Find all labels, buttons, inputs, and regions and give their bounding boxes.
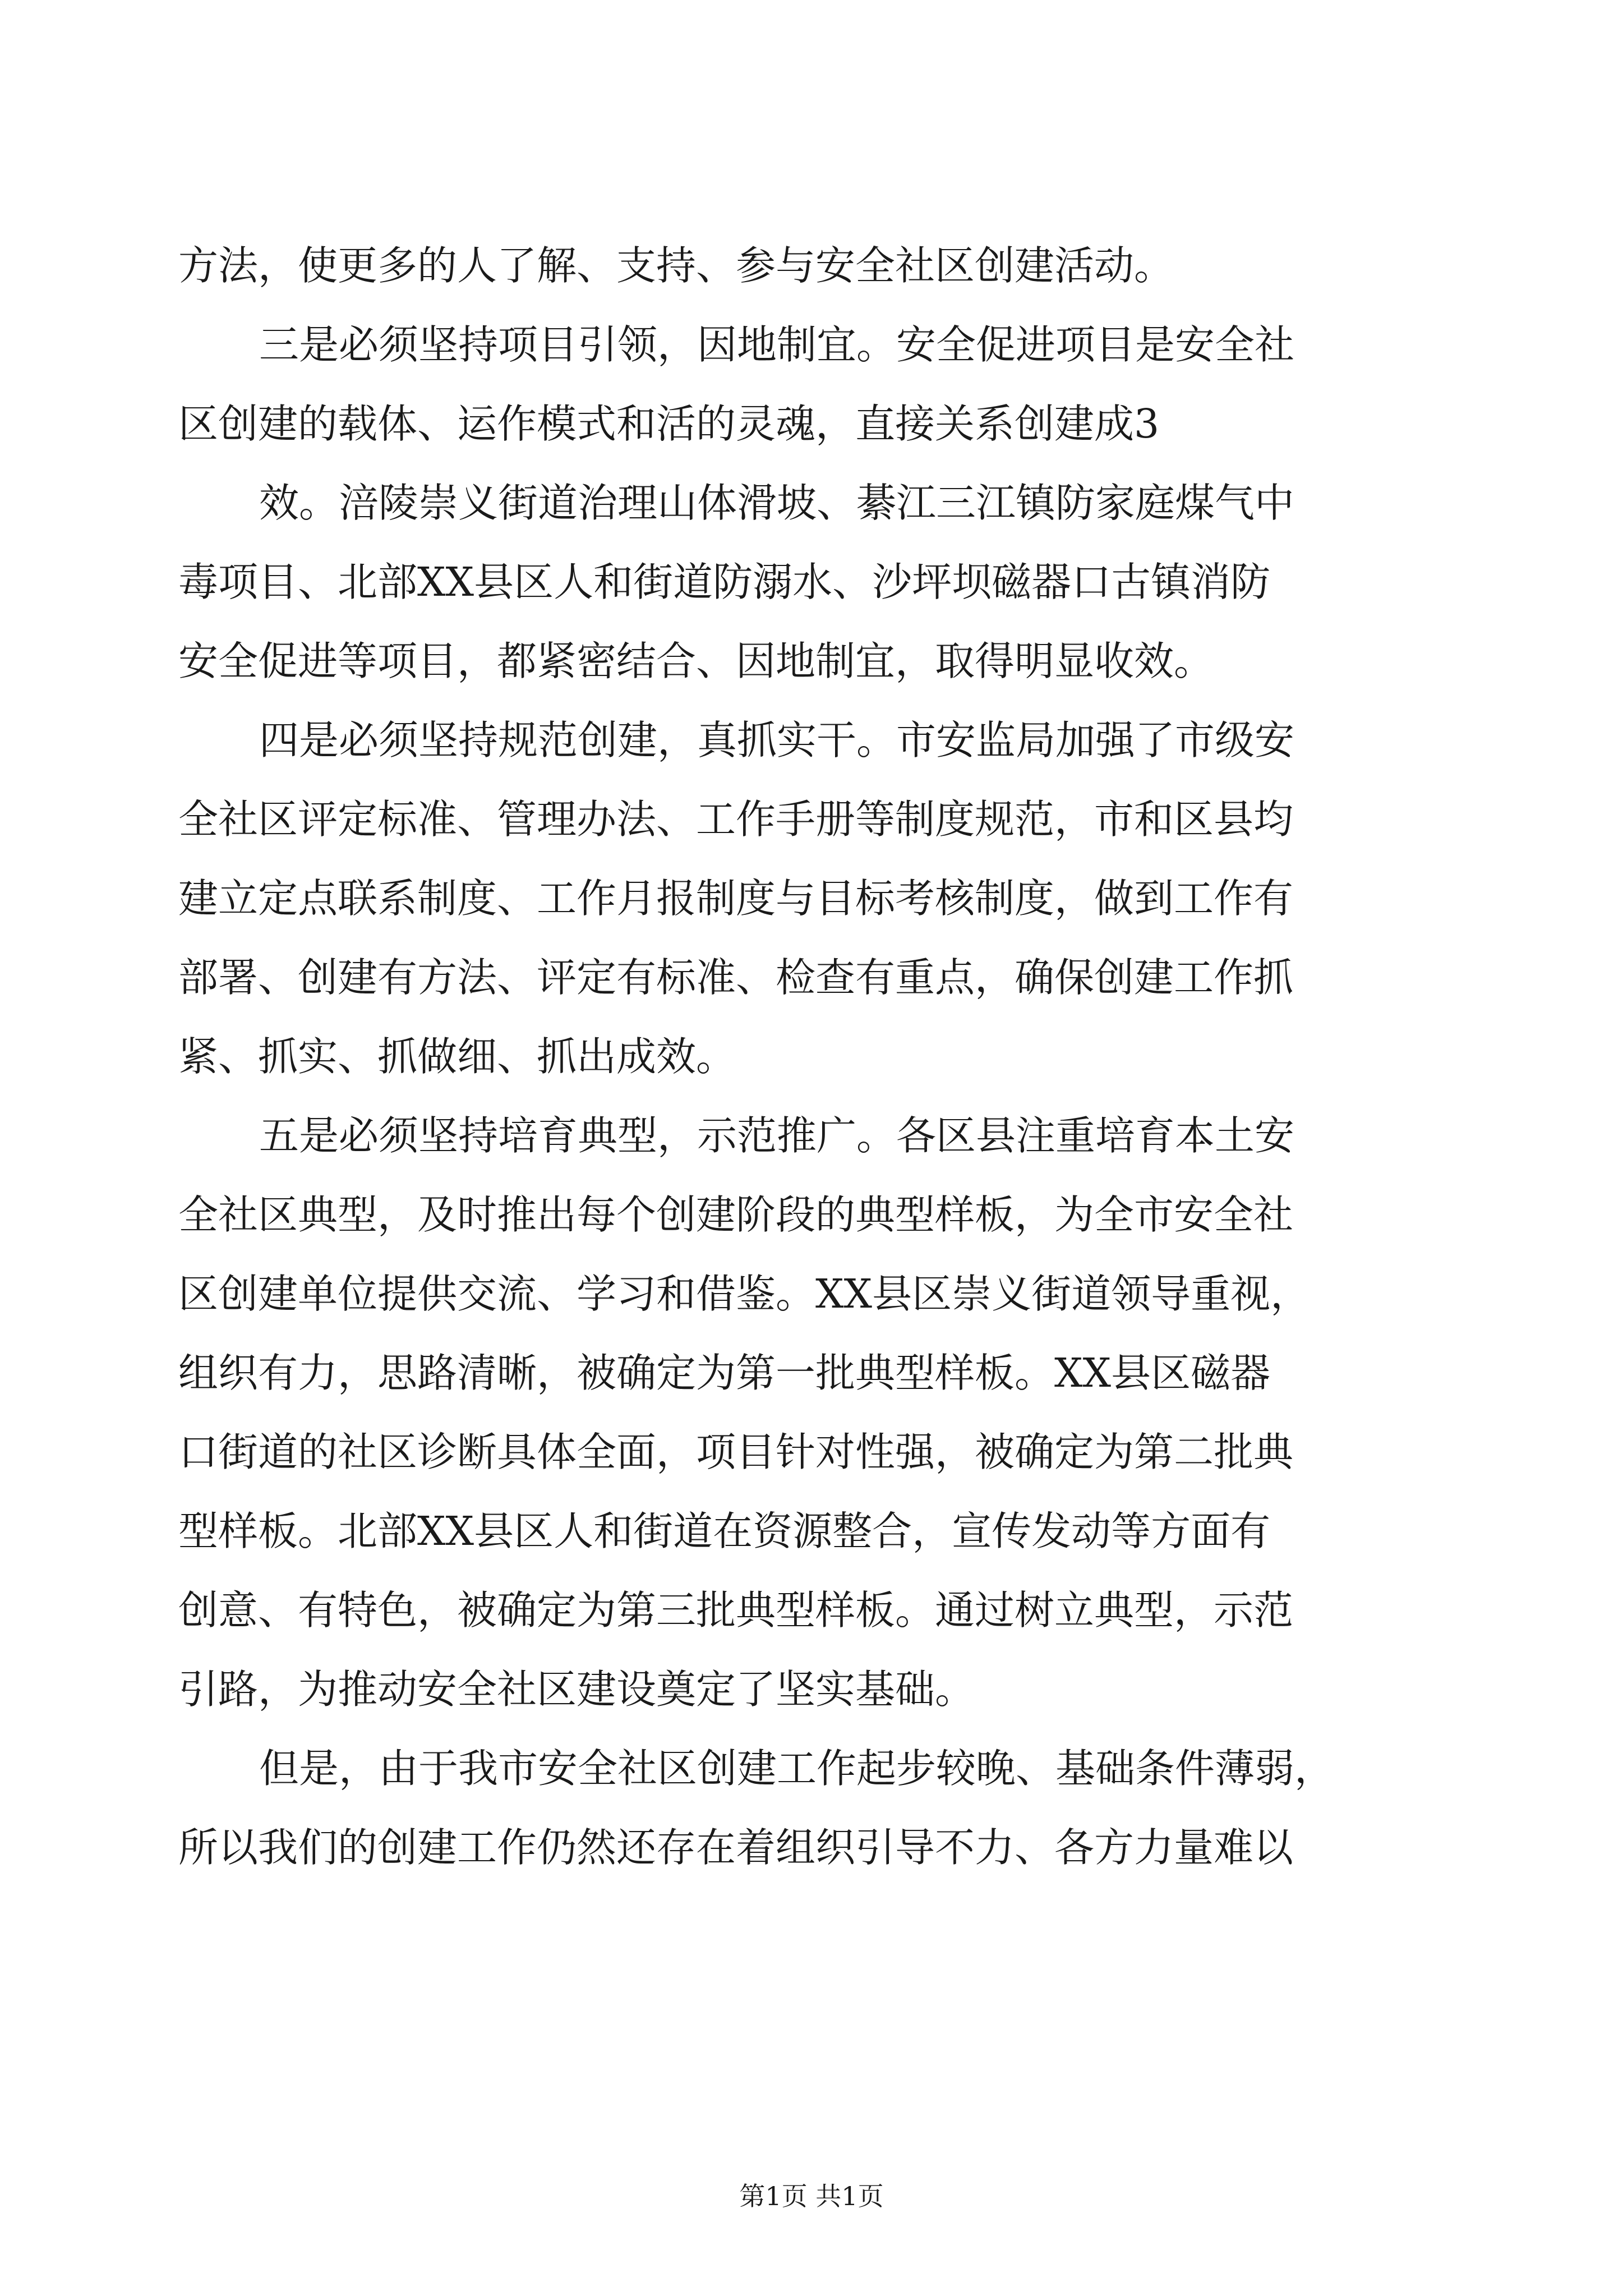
document-body: [178, 242, 1435, 1907]
text-line: 创意、有特色，被确定为第三批典型样板。通过树立典型，示范: [178, 1587, 1294, 1634]
paragraph-start-line: 三是必须坚持项目引领，因地制宜。安全促进项目是安全社: [259, 321, 1295, 368]
text-line: 型样板。北部XX县区人和街道在资源整合，宣传发动等方面有: [178, 1508, 1271, 1554]
text-line: 紧、抓实、抓做细、抓出成效。: [178, 1033, 736, 1080]
text-line: 所以我们的创建工作仍然还存在着组织引导不力、各方力量难以: [178, 1824, 1294, 1871]
text-line: 毒项目、北部XX县区人和街道防溺水、沙坪坝磁器口古镇消防: [178, 559, 1271, 605]
text-line: 区创建单位提供交流、学习和借鉴。XX县区崇义街道领导重视，: [178, 1271, 1311, 1317]
page-number-footer: 第1页 共1页: [739, 2181, 884, 2211]
paragraph-start-line: 四是必须坚持规范创建，真抓实干。市安监局加强了市级安: [259, 717, 1295, 763]
paragraph-start-line: 但是，由于我市安全社区创建工作起步较晚、基础条件薄弱，: [259, 1745, 1335, 1792]
text-line: 安全促进等项目，都紧密结合、因地制宜，取得明显收效。: [178, 638, 1214, 684]
paragraph-start-line: 五是必须坚持培育典型，示范推广。各区县注重培育本土安: [259, 1112, 1295, 1159]
text-line: 全社区评定标准、管理办法、工作手册等制度规范，市和区县均: [178, 796, 1294, 843]
text-line: 全社区典型，及时推出每个创建阶段的典型样板，为全市安全社: [178, 1191, 1294, 1238]
text-line: 引路，为推动安全社区建设奠定了坚实基础。: [178, 1666, 975, 1713]
text-line: 组织有力，思路清晰，被确定为第一批典型样板。XX县区磁器: [178, 1350, 1271, 1396]
text-line: 方法，使更多的人了解、支持、参与安全社区创建活动。: [178, 242, 1174, 289]
paragraph-start-line: 效。涪陵崇义街道治理山体滑坡、綦江三江镇防家庭煤气中: [259, 480, 1295, 526]
text-line: 区创建的载体、运作模式和活的灵魂，直接关系创建成3: [178, 401, 1160, 447]
text-line: 口街道的社区诊断具体全面，项目针对性强，被确定为第二批典: [178, 1429, 1294, 1475]
text-line: 部署、创建有方法、评定有标准、检查有重点，确保创建工作抓: [178, 954, 1294, 1001]
text-line: 建立定点联系制度、工作月报制度与目标考核制度，做到工作有: [178, 875, 1294, 922]
